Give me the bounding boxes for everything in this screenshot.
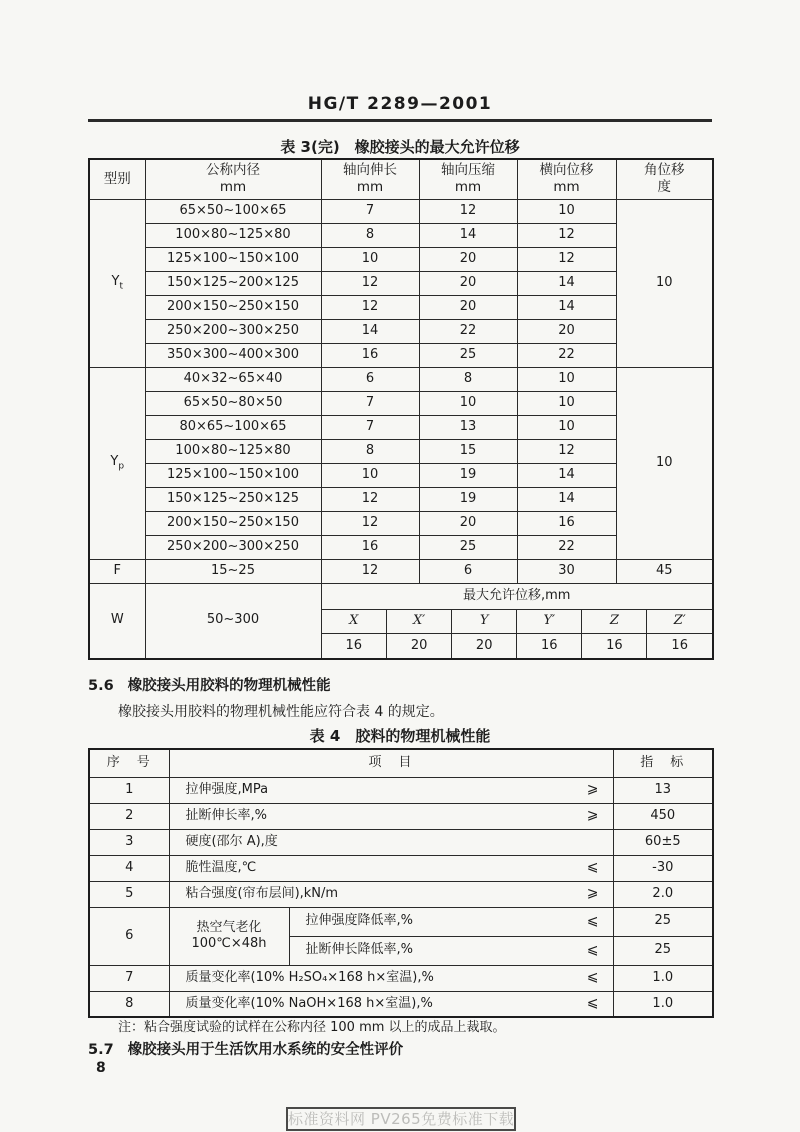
cell-lateral: 12 — [517, 247, 616, 271]
table-row — [89, 965, 713, 991]
le-sign: ⩽ — [586, 912, 599, 929]
cell-compression: 14 — [419, 223, 517, 247]
table3 — [88, 158, 714, 660]
w-value: 16 — [322, 634, 387, 658]
cell-elongation: 12 — [321, 271, 419, 295]
table3-col-axial-elongation: 轴向伸长 mm — [321, 159, 419, 199]
cell-lateral: 10 — [517, 415, 616, 439]
cell-lateral: 10 — [517, 199, 616, 223]
table3-col-type: 型别 — [89, 159, 145, 199]
w-axis-y: Y — [452, 610, 517, 634]
cell-lateral: 12 — [517, 439, 616, 463]
table4-col-item: 项 目 — [169, 749, 613, 777]
cell-compression: 22 — [419, 319, 517, 343]
cell-elongation: 14 — [321, 319, 419, 343]
cell-no: 2 — [89, 803, 169, 829]
cell-item: 脆性温度,℃ ⩽ — [169, 855, 613, 881]
cell-diameter: 125×100~150×100 — [145, 463, 321, 487]
cell-compression: 6 — [419, 559, 517, 583]
cell-index-value: 1.0 — [613, 965, 713, 991]
cell-angular-yp: 10 — [616, 367, 713, 559]
table-row — [89, 855, 713, 881]
le-sign: ⩽ — [586, 859, 599, 876]
cell-item: 质量变化率(10% NaOH×168 h×室温),% ⩽ — [169, 991, 613, 1017]
table4-title: 表 4 胶料的物理机械性能 — [309, 727, 491, 745]
cell-angular-f: 45 — [616, 559, 713, 583]
cell-elongation: 7 — [321, 415, 419, 439]
table3-col-lateral-displacement: 横向位移 mm — [517, 159, 616, 199]
cell-no: 3 — [89, 829, 169, 855]
cell-no: 7 — [89, 965, 169, 991]
w-value: 16 — [582, 634, 647, 658]
cell-item: 扯断伸长率,% ⩾ — [169, 803, 613, 829]
cell-index-value: 25 — [613, 936, 713, 965]
type-label-yp: $Y_p$ — [89, 367, 145, 559]
standard-number-header: HG/T 2289—2001 — [307, 94, 493, 114]
table-row — [89, 991, 713, 1017]
w-subtable — [322, 584, 713, 658]
cell-compression: 10 — [419, 391, 517, 415]
cell-compression: 20 — [419, 295, 517, 319]
cell-compression: 13 — [419, 415, 517, 439]
watermark-box: 标准资料网 PV265免费标准下载 — [286, 1107, 516, 1131]
le-sign: ⩽ — [586, 969, 599, 986]
cell-index-value: 2.0 — [613, 881, 713, 907]
cell-elongation: 12 — [321, 295, 419, 319]
w-subtable-title-row — [322, 584, 713, 610]
cell-item: 硬度(邵尔 A),度 — [169, 829, 613, 855]
w-value: 20 — [387, 634, 452, 658]
cell-compression: 20 — [419, 271, 517, 295]
w-value: 16 — [647, 634, 712, 658]
cell-index-value: 450 — [613, 803, 713, 829]
cell-elongation: 16 — [321, 343, 419, 367]
section-title: 橡胶接头用胶料的物理机械性能 — [127, 678, 331, 694]
table-row — [89, 777, 713, 803]
section-5-7-heading — [88, 1038, 712, 1059]
cell-item: 质量变化率(10% H₂SO₄×168 h×室温),% ⩽ — [169, 965, 613, 991]
table3-col-axial-compression: 轴向压缩 mm — [419, 159, 517, 199]
header-rule — [88, 119, 712, 122]
cell-compression: 20 — [419, 247, 517, 271]
table-row — [89, 367, 713, 391]
cell-compression: 19 — [419, 487, 517, 511]
cell-index-value: -30 — [613, 855, 713, 881]
cell-angular-yt: 10 — [616, 199, 713, 367]
cell-lateral: 22 — [517, 535, 616, 559]
cell-diameter: 15~25 — [145, 559, 321, 583]
cell-lateral: 16 — [517, 511, 616, 535]
cell-diameter: 100×80~125×80 — [145, 223, 321, 247]
cell-diameter: 200×150~250×150 — [145, 295, 321, 319]
cell-lateral: 30 — [517, 559, 616, 583]
cell-index-value: 13 — [613, 777, 713, 803]
cell-elongation: 10 — [321, 463, 419, 487]
le-sign: ⩽ — [586, 995, 599, 1011]
table-row-f — [89, 559, 713, 583]
cell-elongation: 7 — [321, 391, 419, 415]
cell-lateral: 14 — [517, 487, 616, 511]
cell-elongation: 7 — [321, 199, 419, 223]
cell-no: 8 — [89, 991, 169, 1017]
table4-col-index: 指 标 — [613, 749, 713, 777]
cell-elongation: 6 — [321, 367, 419, 391]
cell-item: 拉伸强度,MPa ⩾ — [169, 777, 613, 803]
cell-item: 扯断伸长降低率,% ⩽ — [289, 936, 613, 965]
w-axis-y-prime: Y′ — [517, 610, 582, 634]
le-sign: ⩽ — [586, 941, 599, 958]
cell-diameter: 200×150~250×150 — [145, 511, 321, 535]
w-value: 20 — [452, 634, 517, 658]
table3-col-angular-displacement: 角位移 度 — [616, 159, 713, 199]
cell-diameter: 250×200~300×250 — [145, 535, 321, 559]
ge-sign: ⩾ — [586, 885, 599, 902]
cell-diameter: 80×65~100×65 — [145, 415, 321, 439]
w-axis-z-prime: Z′ — [647, 610, 712, 634]
cell-diameter: 65×50~100×65 — [145, 199, 321, 223]
ge-sign: ⩾ — [586, 781, 599, 798]
cell-compression: 8 — [419, 367, 517, 391]
table-row — [89, 829, 713, 855]
cell-lateral: 22 — [517, 343, 616, 367]
table4-col-no: 序 号 — [89, 749, 169, 777]
ge-sign: ⩾ — [586, 807, 599, 824]
cell-elongation: 8 — [321, 223, 419, 247]
cell-diameter: 150×125~250×125 — [145, 487, 321, 511]
w-value: 16 — [517, 634, 582, 658]
table3-title: 表 3(完) 橡胶接头的最大允许位移 — [280, 138, 520, 156]
cell-compression: 20 — [419, 511, 517, 535]
table3-header-row — [89, 159, 713, 199]
cell-lateral: 12 — [517, 223, 616, 247]
cell-diameter: 350×300~400×300 — [145, 343, 321, 367]
cell-diameter: 40×32~65×40 — [145, 367, 321, 391]
section-number: 5.7 — [88, 1042, 114, 1058]
section-number: 5.6 — [88, 678, 114, 694]
cell-compression: 25 — [419, 535, 517, 559]
cell-elongation: 8 — [321, 439, 419, 463]
cell-elongation: 12 — [321, 511, 419, 535]
cell-item: 粘合强度(帘布层间),kN/m ⩾ — [169, 881, 613, 907]
type-label-f: F — [89, 559, 145, 583]
cell-diameter: 65×50~80×50 — [145, 391, 321, 415]
cell-compression: 15 — [419, 439, 517, 463]
cell-compression: 19 — [419, 463, 517, 487]
table-row — [89, 199, 713, 223]
w-subtable-title: 最大允许位移,mm — [322, 584, 713, 610]
cell-no: 4 — [89, 855, 169, 881]
table4 — [88, 748, 714, 1018]
cell-index-value: 1.0 — [613, 991, 713, 1017]
table-row-6a — [89, 907, 713, 936]
cell-diameter: 100×80~125×80 — [145, 439, 321, 463]
table3-col-nominal-diameter: 公称内径 mm — [145, 159, 321, 199]
cell-compression: 12 — [419, 199, 517, 223]
cell-lateral: 14 — [517, 271, 616, 295]
cell-item: 拉伸强度降低率,% ⩽ — [289, 907, 613, 936]
cell-elongation: 12 — [321, 487, 419, 511]
cell-elongation: 10 — [321, 247, 419, 271]
cell-lateral: 10 — [517, 391, 616, 415]
section-5-6-heading — [88, 674, 712, 695]
w-displacement-block — [321, 583, 713, 659]
section-title: 橡胶接头用于生活饮用水系统的安全性评价 — [127, 1042, 404, 1058]
cell-diameter-w: 50~300 — [145, 583, 321, 659]
cell-compression: 25 — [419, 343, 517, 367]
cell-no-6: 6 — [89, 907, 169, 965]
cell-lateral: 14 — [517, 463, 616, 487]
table4-note: 注：粘合强度试验的试样在公称内径 100 mm 以上的成品上裁取。 — [118, 1020, 506, 1035]
section-5-6-body: 橡胶接头用胶料的物理机械性能应符合表 4 的规定。 — [118, 704, 444, 720]
cell-diameter: 250×200~300×250 — [145, 319, 321, 343]
cell-lateral: 14 — [517, 295, 616, 319]
w-axis-x-prime: X′ — [387, 610, 452, 634]
w-subtable-values-row — [322, 634, 713, 658]
cell-elongation: 12 — [321, 559, 419, 583]
type-label-yt: $Y_t$ — [89, 199, 145, 367]
cell-elongation: 16 — [321, 535, 419, 559]
w-axis-x: X — [322, 610, 387, 634]
cell-no: 5 — [89, 881, 169, 907]
cell-diameter: 150×125~200×125 — [145, 271, 321, 295]
cell-index-value: 25 — [613, 907, 713, 936]
cell-no: 1 — [89, 777, 169, 803]
aging-condition-cell: 热空气老化 100℃×48h — [169, 907, 289, 965]
table-row — [89, 803, 713, 829]
cell-lateral: 10 — [517, 367, 616, 391]
w-subtable-header-row — [322, 610, 713, 634]
table-row — [89, 881, 713, 907]
cell-index-value: 60±5 — [613, 829, 713, 855]
page-number: 8 — [96, 1060, 106, 1076]
table4-header-row — [89, 749, 713, 777]
cell-lateral: 20 — [517, 319, 616, 343]
type-label-w: W — [89, 583, 145, 659]
w-axis-z: Z — [582, 610, 647, 634]
cell-diameter: 125×100~150×100 — [145, 247, 321, 271]
